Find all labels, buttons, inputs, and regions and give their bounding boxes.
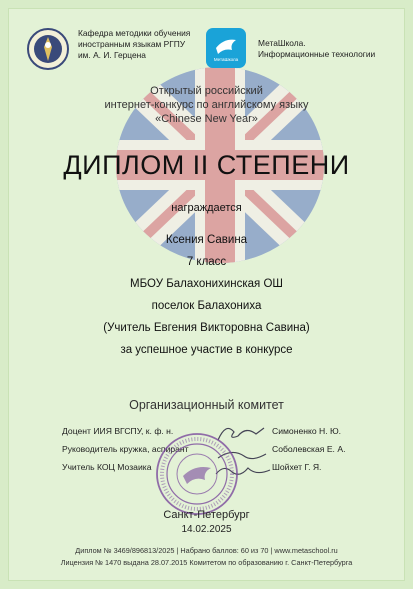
left-org-line: им. А. И. Герцена: [78, 50, 146, 60]
committee-role: Руководитель кружка, аспирант: [62, 444, 189, 454]
recipient-grade: 7 класс: [186, 256, 227, 268]
recipient-school: МБОУ Балахонихинская ОШ: [130, 278, 283, 290]
recipient-teacher: (Учитель Евгения Викторовна Савина): [103, 322, 310, 334]
committee-member: Соболевская Е. А.: [272, 444, 346, 454]
committee-role: Доцент ИИЯ ВГСПУ, к. ф. н.: [62, 426, 174, 436]
metaschool-dove-icon: [206, 28, 246, 68]
right-org-line: Информационные технологии: [258, 49, 376, 59]
contest-line: интернет-конкурс по английскому языку: [104, 99, 309, 111]
metaschool-logo: [206, 28, 246, 68]
city: Санкт-Петербург: [163, 509, 250, 521]
footer: [0, 545, 413, 569]
left-org-name: [78, 28, 208, 61]
university-crest-icon: [26, 27, 70, 71]
left-org-line: Кафедра методики обучения: [78, 28, 191, 38]
left-org-line: иностранным языкам РГПУ: [78, 39, 186, 49]
contest-title: [0, 84, 413, 126]
metaschool-logo-word: МетаШкола: [213, 57, 239, 62]
committee-member: Шойхет Г. Я.: [272, 462, 322, 472]
committee-member: Симоненко Н. Ю.: [272, 426, 342, 436]
awarded-label: награждается: [171, 202, 242, 214]
committee-role: Учитель КОЦ Мозаика: [62, 462, 152, 472]
contest-line: «Chinese New Year»: [155, 113, 258, 125]
recipient-name: Ксения Савина: [165, 234, 248, 246]
committee-title: Организационный комитет: [129, 398, 284, 412]
contest-line: Открытый российский: [150, 85, 263, 97]
success-text: за успешное участие в конкурсе: [120, 344, 293, 356]
right-org-name: [258, 38, 408, 60]
right-org-line: МетаШкола.: [258, 38, 306, 48]
footer-diploma-info: Диплом № 3469/896813/2025 | Набрано баллов: 60 из 70 | www.metaschool.ru: [75, 546, 338, 555]
recipient-place: поселок Балахониха: [151, 300, 262, 312]
issue-date: 14.02.2025: [181, 524, 232, 535]
footer-license: Лицензия № 1470 выдана 28.07.2015 Комитетом по образованию г. Санкт-Петербурга: [60, 558, 353, 567]
recipient-block: [0, 229, 413, 339]
diploma-title: ДИПЛОМ II СТЕПЕНИ: [63, 150, 350, 180]
round-seal-stamp: [155, 432, 239, 516]
